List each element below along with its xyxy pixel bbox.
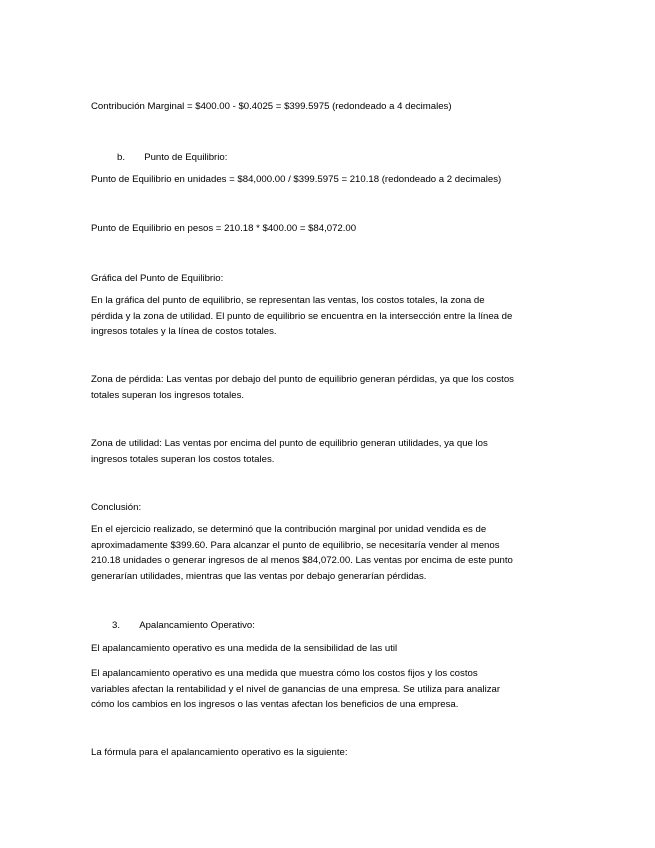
contribution-margin-line: Contribución Marginal = $400.00 - $0.4025 = $399.5975 (redondeado a 4 decimales) [91, 101, 452, 112]
break-even-pesos-line: Punto de Equilibrio en pesos = 210.18 * $400.00 = $84,072.00 [91, 223, 357, 234]
break-even-chart-heading: Gráfica del Punto de Equilibrio: [91, 273, 224, 284]
break-even-units-line: Punto de Equilibrio en unidades = $84,000.00 / $399.5975 = 210.18 (redondeado a 2 decimales) [91, 174, 502, 185]
profit-zone-paragraph: Zona de utilidad: Las ventas por encima del punto de equilibrio generan utilidades, ya que los ingresos totales superan los costos totales. [91, 438, 488, 465]
break-even-chart-paragraph: En la gráfica del punto de equilibrio, se representan las ventas, los costos totales, la zona de pérdida y la zona de utilidad. El punto de equilibrio se encuentra en la intersección entre la línea de ingresos totales y la línea de costos totales. [91, 295, 513, 337]
leverage-fragment-line: El apalancamiento operativo es una medida de la sensibilidad de las util [91, 643, 398, 654]
section-b-heading: b. Punto de Equilibrio: [117, 152, 228, 163]
conclusion-heading: Conclusión: [91, 502, 142, 513]
leverage-definition-paragraph: El apalancamiento operativo es una medida que muestra cómo los costos fijos y los costos variables afectan la rentabilidad y el nivel de ganancias de una empresa. Se utiliza para analizar cómo los cambios en los ingresos o las ventas afectan los beneficios de una empresa. [91, 668, 501, 710]
loss-zone-paragraph: Zona de pérdida: Las ventas por debajo del punto de equilibrio generan pérdidas, ya que los costos totales superan los ingresos totales. [91, 374, 514, 401]
leverage-formula-intro: La fórmula para el apalancamiento operativo es la siguiente: [91, 747, 348, 758]
section-3-heading: 3. Apalancamiento Operativo: [112, 620, 255, 631]
conclusion-paragraph: En el ejercicio realizado, se determinó que la contribución marginal por unidad vendida es de aproximadamente $399.60. Para alcanzar el punto de equilibrio, se necesitaría vender al menos 210.18 unidades o generar ingresos de al menos $84,072.00. Las ventas por encima de este punto generarían utilidades, mientras que las ventas por debajo generarían pérdidas. [91, 524, 513, 582]
